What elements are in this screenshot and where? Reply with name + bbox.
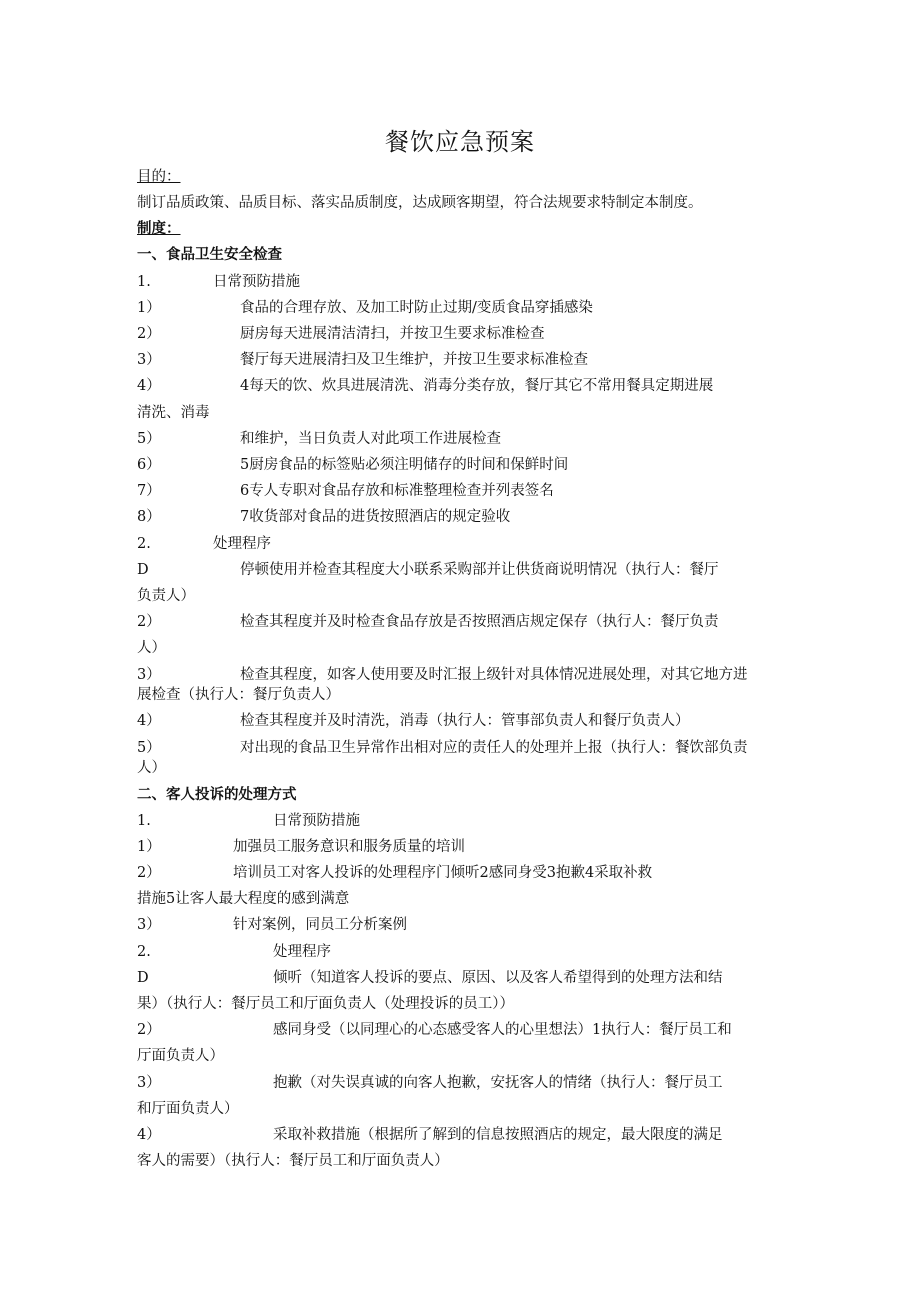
list-item: [137, 561, 719, 579]
item-text: 培训员工对客人投诉的处理程序门倾听2感同身受3抱歉4采取补救: [233, 865, 653, 881]
item-number: 4）: [137, 1127, 161, 1143]
item-text: 抱歉（对失误真诚的向客人抱歉，安抚客人的情绪（执行人：餐厅员工: [273, 1075, 723, 1091]
item-number: 6）: [137, 457, 161, 473]
item-number: 2）: [137, 865, 161, 881]
item-number: D: [137, 562, 149, 578]
section2-sub1: [137, 812, 360, 830]
item-continuation: 展检查（执行人：餐厅负责人）: [137, 687, 340, 703]
item-number: 7）: [137, 483, 161, 499]
item-text: 餐厅每天进展清扫及卫生维护，并按卫生要求标准检查: [240, 352, 588, 368]
item-text: 4每天的饮、炊具进展清洗、消毒分类存放，餐厅其它不常用餐具定期进展: [240, 378, 714, 394]
item-number: 3）: [137, 667, 161, 683]
list-item: [137, 1126, 723, 1144]
item-continuation: 清洗、消毒: [137, 405, 210, 421]
item-text: 6专人专职对食品存放和标准整理检查并列表签名: [240, 483, 554, 499]
item-text: 感同身受（以同理心的心态感受客人的心里想法）1执行人：餐厅员工和: [273, 1022, 732, 1038]
item-text: 5厨房食品的标签贴必须注明储存的时间和保鲜时间: [240, 457, 569, 473]
list-item: [137, 456, 569, 474]
sub-label: 日常预防措施: [273, 813, 360, 829]
item-number: 3）: [137, 352, 161, 368]
list-item: [137, 299, 593, 317]
item-text: 7收货部对食品的进货按照酒店的规定验收: [240, 509, 511, 525]
item-number: 4）: [137, 378, 161, 394]
list-item: [137, 508, 511, 526]
item-number: 4）: [137, 713, 161, 729]
list-item: [137, 666, 748, 684]
list-item: [137, 613, 719, 631]
item-continuation: 客人的需要）（执行人：餐厅员工和厅面负责人）: [137, 1153, 449, 1169]
item-number: 5）: [137, 431, 161, 447]
item-text: 停顿使用并检查其程度大小联系采购部并让供货商说明情况（执行人：餐厅: [240, 562, 719, 578]
sub-label: 处理程序: [273, 944, 331, 960]
item-text: 检查其程度并及时清洗，消毒（执行人：管事部负责人和餐厅负责人）: [240, 713, 690, 729]
section2-sub2: [137, 943, 331, 961]
item-text: 食品的合理存放、及加工时防止过期/变质食品穿插感染: [240, 300, 593, 316]
item-number: 2）: [137, 1022, 161, 1038]
item-text: 加强员工服务意识和服务质量的培训: [233, 839, 465, 855]
sub-number: 1.: [137, 813, 151, 829]
item-text: 检查其程度并及时检查食品存放是否按照酒店规定保存（执行人：餐厅负责: [240, 614, 719, 630]
sub-number: 1.: [137, 274, 151, 290]
item-number: 1）: [137, 300, 161, 316]
item-number: 3）: [137, 917, 161, 933]
item-number: 1）: [137, 839, 161, 855]
section1-sub2: [137, 535, 271, 553]
item-continuation: 厅面负责人）: [137, 1048, 224, 1064]
section2-heading: 二、客人投诉的处理方式: [137, 786, 297, 803]
item-continuation: 人）: [137, 640, 166, 656]
list-item: [137, 325, 545, 343]
item-continuation: 措施5让客人最大程度的感到满意: [137, 891, 350, 907]
section1-heading: 一、食品卫生安全检查: [137, 246, 282, 263]
list-item: [137, 482, 554, 500]
item-text: 采取补救措施（根据所了解到的信息按照酒店的规定，最大限度的满足: [273, 1127, 723, 1143]
item-number: D: [137, 970, 149, 986]
purpose-label: 目的：: [137, 169, 181, 185]
list-item: [137, 739, 748, 757]
item-text: 针对案例，同员工分析案例: [233, 917, 407, 933]
item-number: 5）: [137, 740, 161, 756]
section1-sub1: [137, 273, 300, 291]
item-text: 倾听（知道客人投诉的要点、原因、以及客人希望得到的处理方法和结: [273, 970, 723, 986]
item-number: 8）: [137, 509, 161, 525]
sub-number: 2.: [137, 944, 151, 960]
item-text: 检查其程度，如客人使用要及时汇报上级针对具体情况进展处理，对其它地方进: [240, 667, 748, 683]
item-continuation: 负责人）: [137, 588, 195, 604]
list-item: [137, 916, 407, 934]
item-text: 对出现的食品卫生异常作出相对应的责任人的处理并上报（执行人：餐饮部负责: [240, 740, 748, 756]
list-item: [137, 969, 723, 987]
page-title: 餐饮应急预案: [385, 128, 535, 156]
list-item: [137, 1021, 732, 1039]
list-item: [137, 430, 501, 448]
system-label: 制度：: [137, 220, 181, 237]
item-number: 3）: [137, 1075, 161, 1091]
sub-number: 2.: [137, 536, 151, 552]
list-item: [137, 351, 588, 369]
item-number: 2）: [137, 614, 161, 630]
list-item: [137, 1074, 723, 1092]
list-item: [137, 838, 465, 856]
list-item: [137, 712, 690, 730]
list-item: [137, 864, 653, 882]
item-continuation: 果）（执行人：餐厅员工和厅面负责人（处理投诉的员工））: [137, 996, 514, 1012]
item-text: 厨房每天进展清洁清扫，并按卫生要求标准检查: [240, 326, 545, 342]
purpose-text: 制订品质政策、品质目标、落实品质制度，达成顾客期望，符合法规要求特制定本制度。: [137, 195, 703, 211]
sub-label: 处理程序: [213, 536, 271, 552]
item-text: 和维护，当日负责人对此项工作进展检查: [240, 431, 501, 447]
item-continuation: 人）: [137, 760, 166, 776]
sub-label: 日常预防措施: [213, 274, 300, 290]
item-number: 2）: [137, 326, 161, 342]
list-item: [137, 377, 714, 395]
item-continuation: 和厅面负责人）: [137, 1101, 239, 1117]
